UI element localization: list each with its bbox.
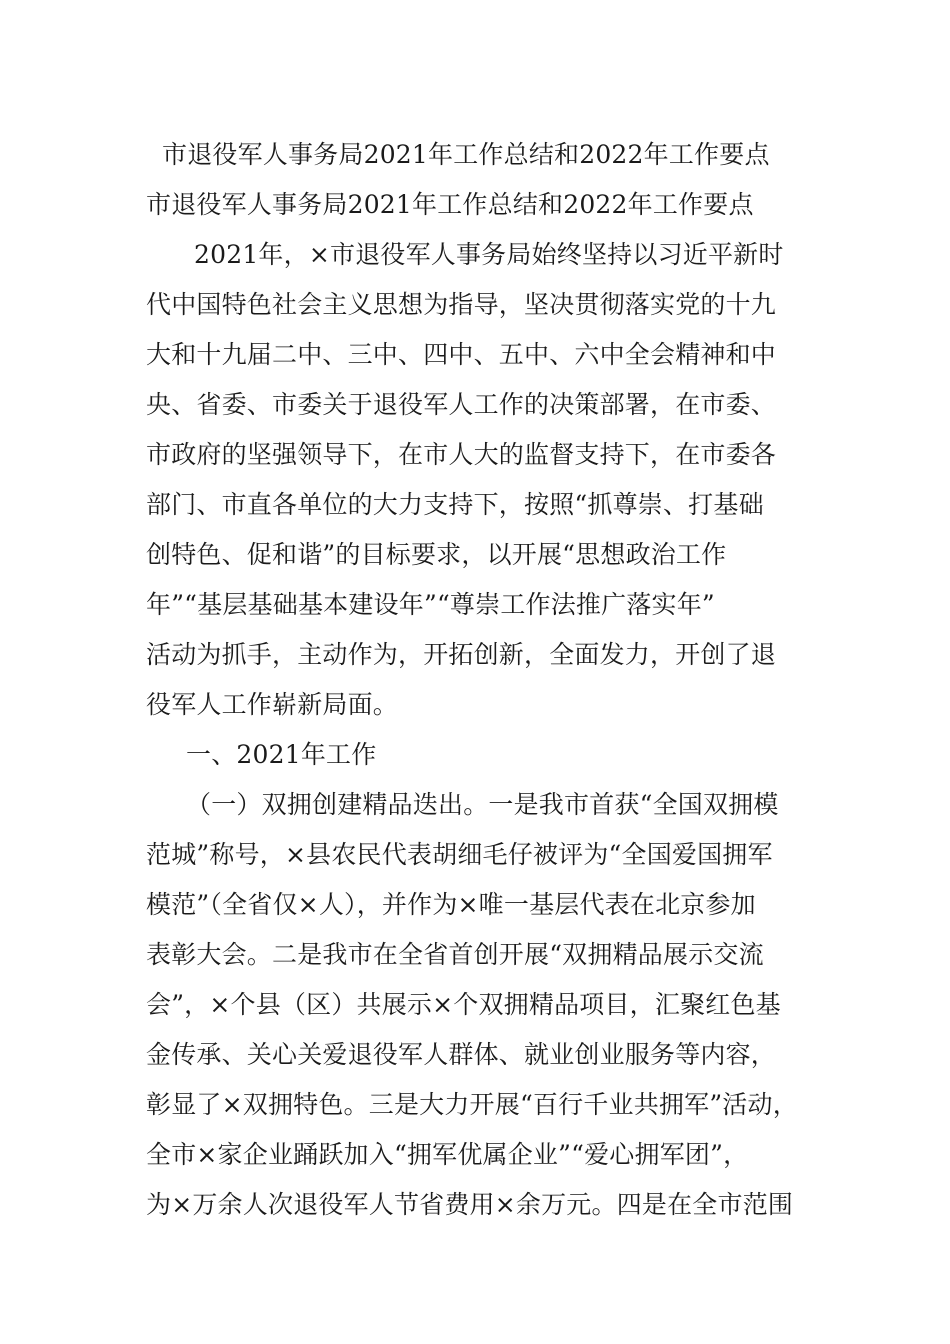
paragraph-line: 部门、市直各单位的大力支持下，按照“抓尊崇、打基础 [146,490,764,519]
document-title-repeat: 市退役军人事务局2021年工作总结和2022年工作要点 [146,190,754,219]
paragraph-line: 年”“基层基础基本建设年”“尊崇工作法推广落实年” [146,590,715,619]
paragraph-line: 役军人工作崭新局面。 [146,690,399,719]
paragraph-line: 2021年，×市退役军人事务局始终坚持以习近平新时 [194,240,784,269]
paragraph-line: 全市×家企业踊跃加入“拥军优属企业”“爱心拥军团”， [146,1140,749,1169]
paragraph-line: 表彰大会。二是我市在全省首创开展“双拥精品展示交流 [146,940,764,969]
paragraph-line: 大和十九届二中、三中、四中、五中、六中全会精神和中 [146,340,777,369]
paragraph-line: 创特色、促和谐”的目标要求，以开展“思想政治工作 [146,540,727,569]
paragraph-line: （一）双拥创建精品迭出。一是我市首获“全国双拥模 [186,790,779,819]
paragraph-line: 代中国特色社会主义思想为指导，坚决贯彻落实党的十九 [146,290,777,319]
paragraph-line: 活动为抓手，主动作为，开拓创新，全面发力，开创了退 [146,640,777,669]
paragraph-line: 金传承、关心关爱退役军人群体、就业创业服务等内容， [146,1040,777,1069]
paragraph-line: 会”，×个县（区）共展示×个双拥精品项目，汇聚红色基 [146,990,781,1019]
section-heading: 一、2021年工作 [186,740,377,769]
paragraph-line: 市政府的坚强领导下，在市人大的监督支持下，在市委各 [146,440,777,469]
document-title: 市退役军人事务局2021年工作总结和2022年工作要点 [162,140,770,169]
paragraph-line: 模范”（全省仅×人），并作为×唯一基层代表在北京参加 [146,890,756,919]
paragraph-line: 央、省委、市委关于退役军人工作的决策部署，在市委、 [146,390,777,419]
document-body [146,130,812,1230]
paragraph-line: 彰显了×双拥特色。三是大力开展“百行千业共拥军”活动， [146,1090,798,1119]
paragraph-line: 为×万余人次退役军人节省费用×余万元。四是在全市范围 [146,1190,794,1219]
paragraph-line: 范城”称号，×县农民代表胡细毛仔被评为“全国爱国拥军 [146,840,773,869]
